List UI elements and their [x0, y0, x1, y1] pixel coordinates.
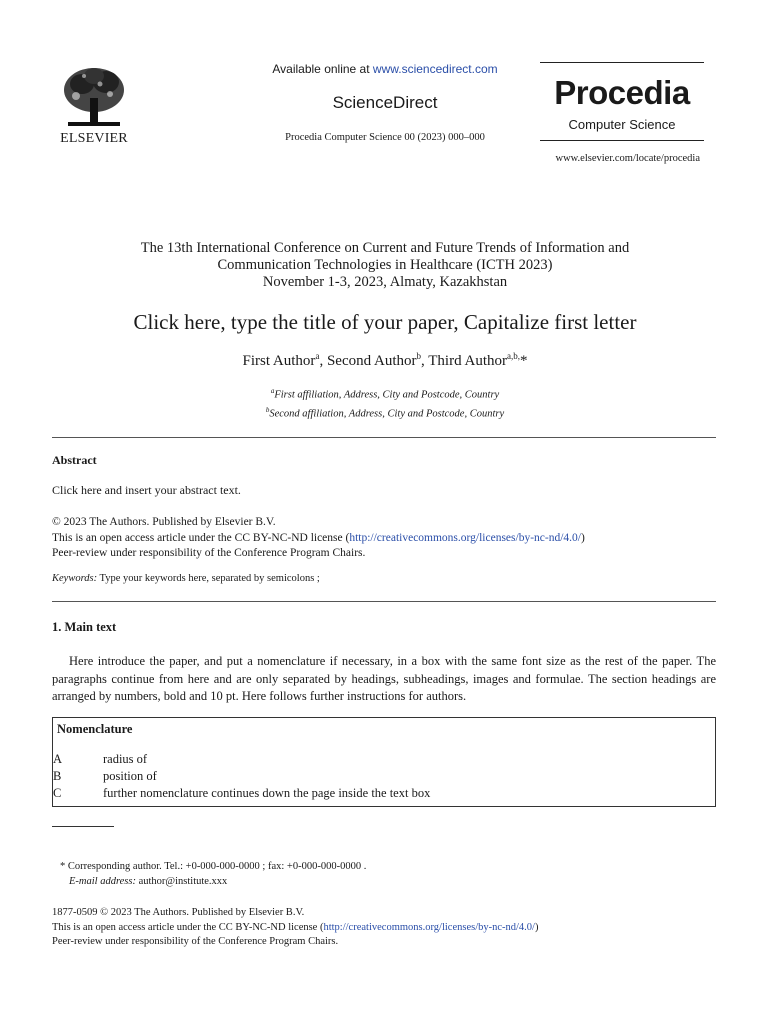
available-online — [180, 62, 590, 76]
procedia-wordmark: Procedia — [554, 74, 690, 111]
author-name: Third Author — [428, 353, 507, 369]
keywords-label: Keywords: — [52, 573, 98, 584]
email-value[interactable]: author@institute.xxx — [135, 876, 228, 887]
conference-info — [60, 240, 710, 291]
license-link[interactable]: http://creativecommons.org/licenses/by-nc-nd/4.0/ — [349, 531, 581, 544]
section-paragraph: Here introduce the paper, and put a nomenclature if necessary, in a box with the same font size as the rest of the paper. The paragraphs continue from here and are only separated by headings, subheadings, images and formulae. The section headings are arranged by numbers, bold and 10 pt. Here follows further instructions for authors. — [52, 654, 716, 703]
issn-block — [52, 906, 716, 950]
sciencedirect-wordmark: ScienceDirect — [332, 93, 438, 112]
keywords — [52, 573, 716, 584]
issn-line: 1877-0509 © 2023 The Authors. Published by Elsevier B.V. — [52, 907, 305, 918]
email-label: E-mail address: — [69, 876, 136, 887]
affiliation-mark: b — [265, 405, 270, 414]
nomenclature-heading: Nomenclature — [57, 722, 133, 736]
section-heading: 1. Main text — [52, 620, 117, 634]
author-name: Second Author — [326, 353, 417, 369]
author-affil-mark: a — [315, 351, 320, 361]
affiliation-item — [40, 403, 730, 422]
conference-line-1: The 13th International Conference on Current and Future Trends of Information and — [140, 240, 630, 256]
abstract-heading: Abstract — [52, 453, 97, 467]
license-suffix: ) — [580, 531, 585, 544]
peer-review-line: Peer-review under responsibility of the Conference Program Chairs. — [52, 547, 366, 559]
abstract-top-rule — [52, 437, 716, 438]
author-sep: , — [421, 353, 429, 369]
nomenclature-symbol: A — [53, 752, 63, 766]
issn-license-line — [52, 921, 716, 936]
nomenclature-definition: position of — [103, 769, 157, 783]
procedia-bottom-rule — [540, 140, 704, 141]
procedia-subtitle: Computer Science — [568, 117, 676, 132]
abstract-bottom-rule — [52, 601, 716, 602]
affiliation-item — [40, 384, 730, 403]
abstract-copyright — [52, 515, 716, 562]
sciencedirect-link[interactable]: www.sciencedirect.com — [372, 62, 498, 76]
corresponding-author-note: * Corresponding author. Tel.: +0-000-000-0000 ; fax: +0-000-000-0000 . — [60, 861, 367, 872]
author-sep: , — [319, 353, 327, 369]
license-link[interactable]: http://creativecommons.org/licenses/by-nc-nd/4.0/ — [323, 921, 535, 933]
procedia-top-rule — [540, 62, 704, 63]
author-affil-mark: b — [416, 351, 422, 361]
license-prefix: This is an open access article under the CC BY-NC-ND license ( — [52, 531, 350, 544]
corresponding-mark: * — [520, 353, 528, 369]
footnote-rule — [52, 826, 114, 827]
nomenclature-definition: further nomenclature continues down the page inside the text box — [103, 786, 431, 800]
conference-line-3: November 1-3, 2023, Almaty, Kazakhstan — [262, 274, 508, 290]
affiliation-text: First affiliation, Address, City and Postcode, Country — [274, 389, 500, 401]
issn-peer-review-line: Peer-review under responsibility of the Conference Program Chairs. — [52, 936, 339, 947]
elsevier-wordmark: ELSEVIER — [60, 131, 128, 146]
journal-locate-url[interactable]: www.elsevier.com/locate/procedia — [555, 153, 700, 164]
license-line — [52, 531, 716, 547]
nomenclature-box — [52, 717, 716, 807]
author-list — [40, 351, 730, 370]
license-prefix: This is an open access article under the CC BY-NC-ND license ( — [52, 921, 324, 933]
copyright-line: © 2023 The Authors. Published by Elsevier B.V. — [52, 516, 276, 528]
author-name: First Author — [242, 353, 316, 369]
journal-citation: Procedia Computer Science 00 (2023) 000–000 — [285, 132, 485, 143]
keywords-text: Type your keywords here, separated by semicolons ; — [97, 573, 320, 584]
nomenclature-symbol: B — [53, 769, 62, 783]
nomenclature-definition: radius of — [103, 752, 148, 766]
available-prefix: Available online at — [272, 62, 373, 76]
affiliations — [40, 384, 730, 421]
nomenclature-symbol: C — [53, 786, 62, 800]
affiliation-mark: a — [270, 387, 275, 395]
conference-line-2: Communication Technologies in Healthcare (ICTH 2023) — [217, 257, 553, 273]
license-suffix: ) — [534, 921, 539, 933]
affiliation-text: Second affiliation, Address, City and Postcode, Country — [269, 408, 505, 419]
paper-title: Click here, type the title of your paper, Capitalize first letter — [133, 310, 637, 334]
abstract-text: Click here and insert your abstract text. — [52, 483, 241, 497]
author-affil-mark: a,b, — [507, 351, 520, 361]
email-note — [69, 876, 227, 887]
